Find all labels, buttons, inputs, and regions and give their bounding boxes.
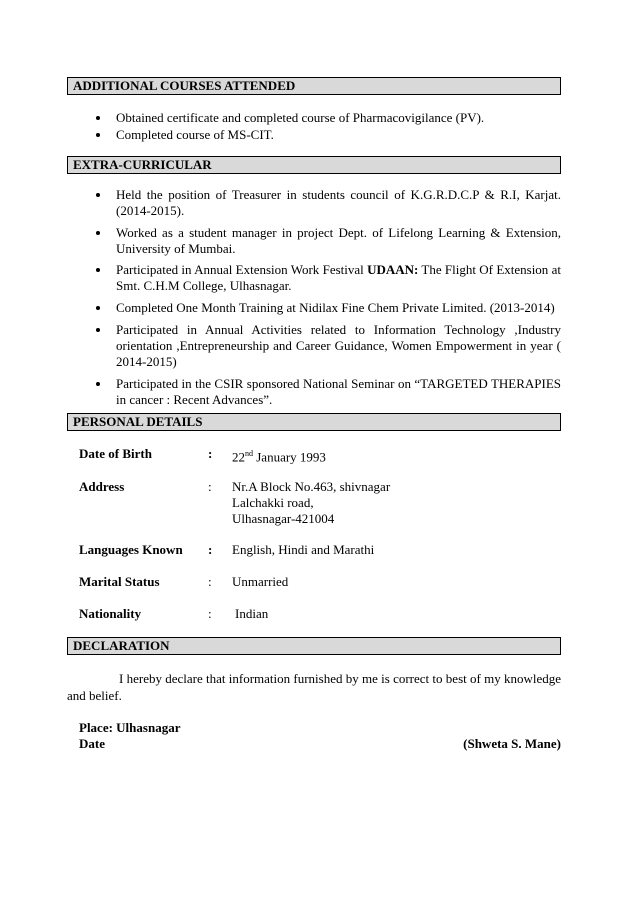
list-item: Participated in Annual Activities related to Information Technology ,Industry orientation ,Entrepreneurship and Career Guidance, Women Empowerment in year ( 2014-2015) (96, 322, 561, 370)
section-heading-additional-courses: ADDITIONAL COURSES ATTENDED (67, 77, 561, 95)
nationality-colon: : (208, 606, 212, 621)
nationality-value: Indian (235, 606, 269, 621)
list-item-text: Participated in Annual Extension Work Festival (116, 262, 368, 277)
place-text: Place: Ulhasnagar (79, 720, 181, 735)
section-heading-declaration: DECLARATION (67, 637, 561, 655)
dob-label: Date of Birth (79, 446, 152, 461)
dob-rest: January 1993 (253, 449, 326, 465)
list-item: Participated in the CSIR sponsored National Seminar on “TARGETED THERAPIES in cancer : Recent Advances”. (96, 376, 561, 408)
address-colon: : (208, 479, 212, 494)
list-item: Obtained certificate and completed course of Pharmacovigilance (PV). (96, 110, 561, 126)
list-item-text: The Flight Of Extension at Smt. C.H.M College, Ulhasnagar. (116, 262, 561, 293)
address-line-2: Lalchakki road, (232, 495, 314, 510)
address-line-1: Nr.A Block No.463, shivnagar (232, 479, 391, 494)
dob-suffix: nd (245, 449, 253, 458)
dob-colon: : (208, 446, 213, 461)
address-line-3: Ulhasnagar-421004 (232, 511, 335, 526)
signature-name: (Shweta S. Mane) (463, 736, 561, 751)
list-item: Completed One Month Training at Nidilax Fine Chem Private Limited. (2013-2014) (96, 300, 561, 316)
nationality-label: Nationality (79, 606, 142, 621)
list-item: Held the position of Treasurer in students council of K.G.R.D.C.P & R.I, Karjat. (2014-2015). (96, 187, 561, 219)
list-item: Completed course of MS-CIT. (96, 127, 561, 143)
marital-status-colon: : (208, 574, 212, 589)
languages-colon: : (208, 542, 213, 557)
section-heading-personal-details: PERSONAL DETAILS (67, 413, 561, 431)
date-label: Date (79, 736, 105, 751)
marital-status-value: Unmarried (232, 574, 289, 589)
languages-value: English, Hindi and Marathi (232, 542, 375, 557)
dob-value (232, 446, 326, 465)
additional-courses-list (96, 110, 561, 144)
marital-status-label: Marital Status (79, 574, 160, 589)
declaration-text: I hereby declare that information furnished by me is correct to best of my knowledge and belief. (67, 671, 561, 703)
list-item: Worked as a student manager in project Dept. of Lifelong Learning & Extension, University of Mumbai. (96, 225, 561, 257)
address-label: Address (79, 479, 125, 494)
languages-label: Languages Known (79, 542, 183, 557)
udaan-bold-text: UDAAN: (367, 262, 419, 277)
section-heading-extra-curricular: EXTRA-CURRICULAR (67, 156, 561, 174)
dob-day: 22 (232, 449, 245, 465)
extra-curricular-list (96, 187, 561, 409)
list-item (96, 262, 561, 294)
